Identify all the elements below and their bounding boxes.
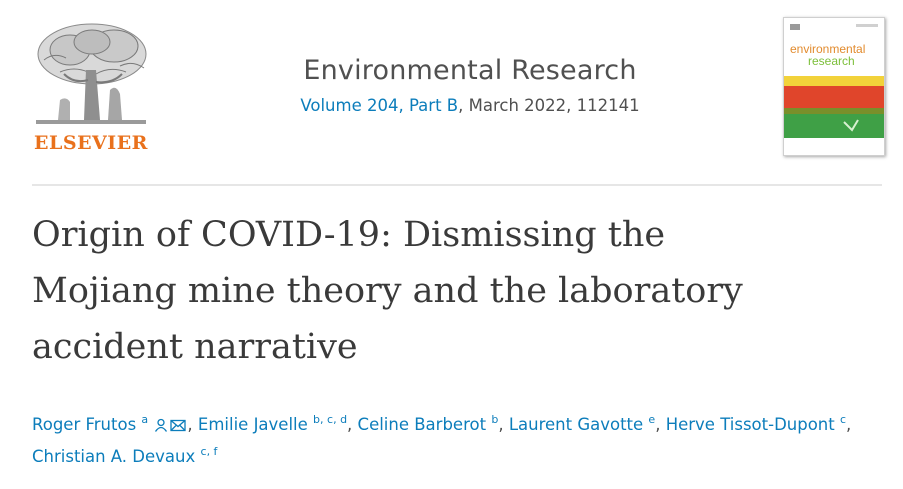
journal-header	[210, 55, 730, 115]
author-separator: ,	[498, 415, 509, 434]
article-title-line2: Mojiang mine theory and the laboratory	[32, 271, 743, 311]
author-name[interactable]: Herve Tissot-Dupont	[665, 415, 835, 434]
journal-title-link[interactable]: Environmental Research	[303, 55, 637, 86]
person-icon[interactable]	[154, 412, 168, 442]
author-affiliation[interactable]: e	[648, 413, 656, 426]
author-name[interactable]: Christian A. Devaux	[32, 447, 196, 466]
author-name[interactable]: Laurent Gavotte	[508, 415, 644, 434]
author-affiliation[interactable]: b, c, d	[313, 413, 348, 426]
date-pages: , March 2022, 112141	[458, 96, 640, 115]
author-separator: ,	[846, 415, 852, 434]
tree-engraving-icon	[30, 20, 152, 130]
author-separator: ,	[347, 415, 358, 434]
cover-title-line2: research	[808, 54, 855, 68]
author-affiliation[interactable]: a	[141, 413, 149, 426]
author-affiliation[interactable]: c, f	[200, 445, 218, 458]
header-divider	[32, 184, 882, 186]
author-affiliation[interactable]: b	[491, 413, 499, 426]
article-title	[32, 207, 872, 375]
author-name[interactable]: Emilie Javelle	[197, 415, 308, 434]
author-separator: ,	[655, 415, 666, 434]
envelope-icon[interactable]	[170, 412, 186, 442]
author-separator: ,	[187, 415, 198, 434]
author-name[interactable]: Celine Barberot	[357, 415, 487, 434]
cover-title-line1: environmental	[790, 42, 866, 56]
article-title-line3: accident narrative	[32, 327, 358, 367]
author-affiliation[interactable]: c	[839, 413, 847, 426]
article-title-line1: Origin of COVID-19: Dismissing the	[32, 215, 666, 255]
journal-cover-image[interactable]	[783, 17, 885, 156]
author-list	[32, 410, 882, 472]
issue-info	[210, 96, 730, 115]
publisher-name: ELSEVIER	[34, 132, 148, 154]
volume-link[interactable]: Volume 204, Part B	[300, 96, 459, 115]
author-name[interactable]: Roger Frutos	[32, 415, 137, 434]
